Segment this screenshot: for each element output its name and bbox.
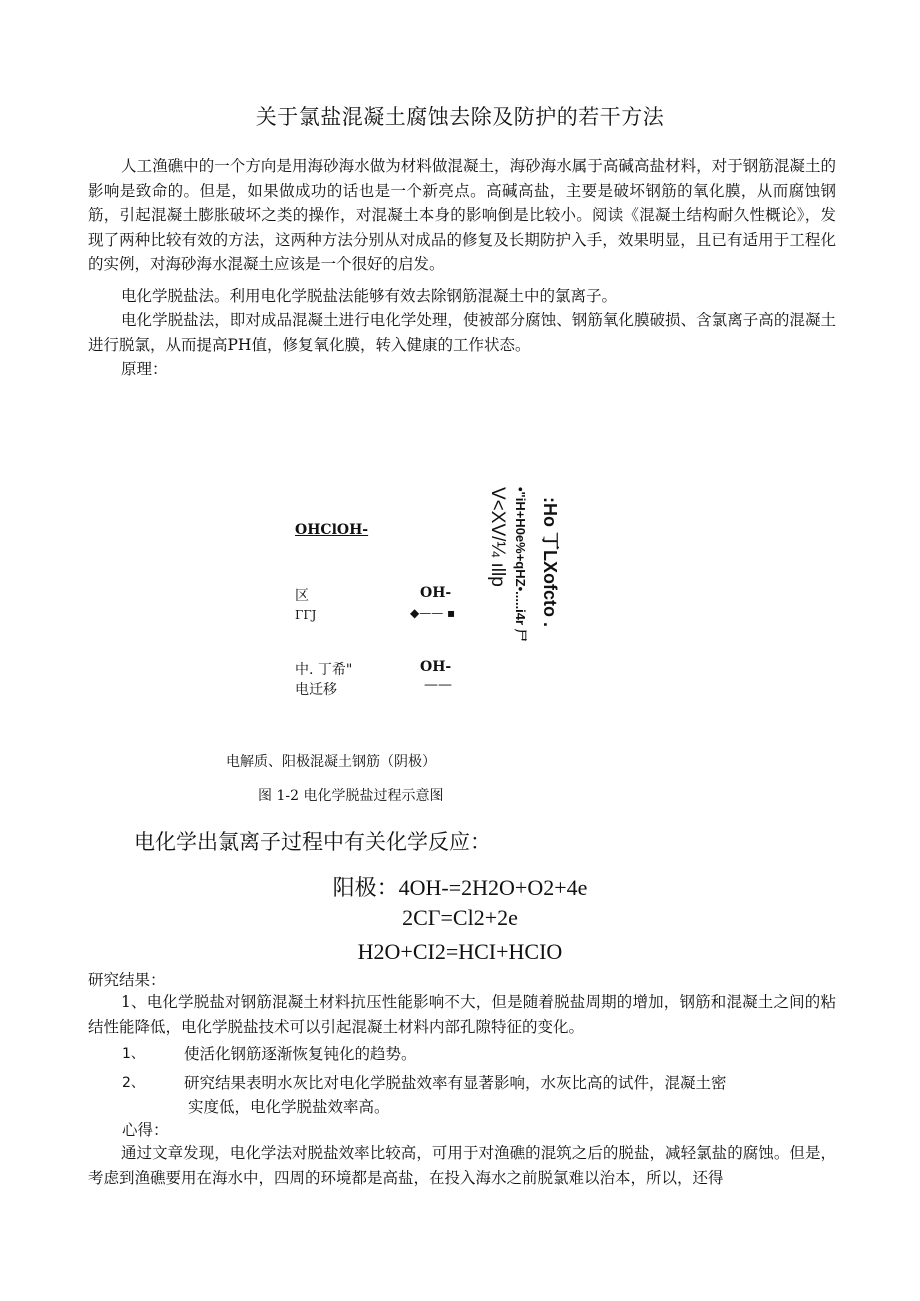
intro-paragraph: 人工渔礁中的一个方向是用海砂海水做为材料做混凝土，海砂海水属于高碱高盐材料，对于钢筋混凝土的影响是致命的。但是，如果做成功的话也是一个新亮点。高碱高盐，主要是破坏钢筋的氧化膜，从而腐蚀钢筋，引起混凝土膨胀破坏之类的操作，对混凝土本身的影响倒是比较小。阅读《混凝土结构耐久性概论》，发现了两种比较有效的方法，这两种方法分别从对成品的修复及长期防护入手，效果明显，且已有适用于工程化的实例，对海砂海水混凝土应该是一个很好的启发。 (88, 157, 836, 273)
figure-left-2a: 中. 丁希" (295, 662, 353, 678)
method-description: 电化学脱盐法，即对成品混凝土进行电化学处理，使被部分腐蚀、钢筋氧化膜破损、含氯离子高的混凝土进行脱氯，从而提高PH值，修复氧化膜，转入健康的工作状态。 (88, 311, 836, 354)
reaction-heading: 电化学出氯离子过程中有关化学反应： (134, 830, 491, 854)
figure-left-1b: ΓΓJ (295, 608, 317, 622)
figure-line: —— (424, 677, 452, 693)
result-item-1 (88, 990, 836, 1039)
principle-label: 原理： (121, 360, 168, 378)
result-text-2: 使活化钢筋逐渐恢复钝化的趋势。 (184, 1045, 417, 1063)
figure-vertical-c: :Ho 丁LXofcto . (540, 497, 560, 627)
anode-equation: 4OH-=2H2O+O2+4e (398, 875, 588, 900)
method-line: 电化学脱盐法。利用电化学脱盐法能够有效去除钢筋混凝土中的氯离子。 (121, 287, 618, 305)
figure-bottom-label: 电解质、阳极混凝土钢筋（阴极） (226, 754, 436, 770)
result-text-3: 研究结果表明水灰比对电化学脱盐效率有显著影响，水灰比高的试件，混凝土密 (184, 1074, 727, 1092)
results-label: 研究结果： (88, 971, 166, 989)
figure-caption: 图 1-2 电化学脱盐过程示意图 (258, 788, 444, 804)
figure-arrow: ◆—— ▪ (410, 606, 456, 620)
result-text-3b: 实度低，电化学脱盐效率高。 (188, 1098, 390, 1116)
result-num-3: 2、 (122, 1075, 145, 1091)
equation-2: 2CΓ=Cl2+2e (402, 905, 518, 930)
figure-oh-2: OH- (420, 659, 452, 675)
figure-label-top: OHClOH- (295, 522, 369, 538)
result-num-2: 1、 (122, 1046, 145, 1062)
figure-left-2b: 电迁移 (295, 682, 337, 698)
result-text-1: 电化学脱盐对钢筋混凝土材料抗压性能影响不大，但是随着脱盐周期的增加，钢筋和混凝土之间的粘结性能降低，电化学脱盐技术可以引起混凝土材料内部孔隙特征的变化。 (88, 993, 836, 1036)
equation-anode (0, 871, 920, 902)
equation-3: H2O+CI2=HCI+HCIO (357, 939, 563, 964)
anode-label: 阳极： (332, 876, 399, 901)
figure-vertical-a: V<XV/¼ ıllp (487, 487, 508, 587)
result-num-1: 1、 (121, 993, 147, 1011)
figure-oh-1: OH- (420, 585, 452, 601)
insight-label: 心得： (122, 1121, 169, 1139)
figure-left-1a: 区 (295, 588, 309, 604)
insight-paragraph: 通过文章发现，电化学法对脱盐效率比较高，可用于对渔礁的混筑之后的脱盐，减轻氯盐的腐蚀。但是，考虑到渔礁要用在海水中，四周的环境都是高盐，在投入海水之前脱氯难以治本，所以，还得 (88, 1144, 836, 1187)
figure-vertical-b: •"iH+H0e%+qHZ•.....i4r 尸 (513, 487, 528, 642)
page-title: 关于氯盐混凝土腐蚀去除及防护的若干方法 (255, 105, 665, 129)
